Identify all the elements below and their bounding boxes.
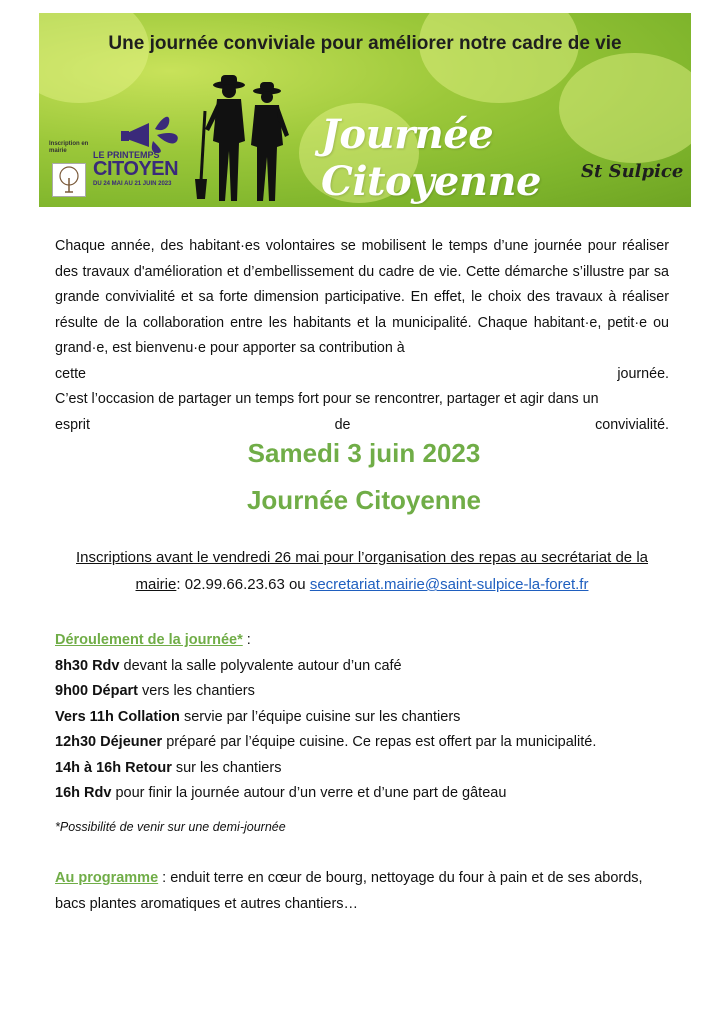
schedule-heading-suffix: : xyxy=(242,632,251,648)
intro-word: esprit xyxy=(55,416,90,433)
schedule-time: 12h30 Déjeuner xyxy=(55,734,163,750)
programme-text: : enduit terre en cœur de bourg, nettoyage du four à pain et de ses abords, bacs plantes aromatiques et autres chantiers… xyxy=(55,870,643,912)
intro-word: journée. xyxy=(617,365,669,382)
intro-paragraph-2: C’est l’occasion de partager un temps fort pour se rencontrer, partager et agir dans un xyxy=(55,391,599,407)
schedule-item xyxy=(55,705,695,731)
printemps-citoyen-logo xyxy=(49,125,199,200)
schedule-time: Vers 11h Collation xyxy=(55,708,180,725)
schedule-desc: servie par l’équipe cuisine sur les chantiers xyxy=(179,708,461,725)
decorative-leaf xyxy=(39,13,149,103)
schedule-item xyxy=(55,654,695,680)
schedule-desc: devant la salle polyvalente autour d’un café xyxy=(119,657,402,674)
schedule-item xyxy=(55,781,695,807)
logo-citoyen-text: CITOYEN xyxy=(93,158,179,180)
schedule-time: 16h Rdv xyxy=(55,785,112,801)
schedule-time: 8h30 Rdv xyxy=(55,657,120,674)
schedule-heading-line xyxy=(55,628,695,654)
half-day-note: *Possibilité de venir sur une demi-journée xyxy=(55,820,286,834)
schedule-heading: Déroulement de la journée* xyxy=(55,632,243,648)
schedule-time: 9h00 Départ xyxy=(55,683,139,699)
schedule-item xyxy=(55,679,695,705)
intro-paragraph-1-text: Chaque année, des habitant·es volontaires se mobilisent le temps d’une journée pour réaliser des travaux d'amélioration et d’embellissement du cadre de vie. Cette démarche s’illustre par sa grande convivialité et sa forte dimension participative. En effet, le choix des travaux à réaliser résulte de la collaboration entre les habitants et la municipalité. Chaque habitant·e, petit·e ou grand·e, est bienvenu·e pour apporter sa contribution à xyxy=(55,238,669,356)
programme-section xyxy=(55,866,675,917)
phone-number: 02.99.66.23.63 xyxy=(184,576,285,593)
intro-paragraph-2-end xyxy=(55,413,669,439)
email-link[interactable]: secretariat.mairie@saint-sulpice-la-foret.fr xyxy=(309,576,589,593)
inscriptions-text: Inscriptions avant le vendredi 26 mai pour l’organisation des repas au secrétariat de la mairie xyxy=(76,549,648,593)
inscription-label: Inscription en mairie xyxy=(49,141,89,154)
intro-word: cette xyxy=(55,365,86,382)
st-sulpice-title: St Sulpice xyxy=(581,161,684,182)
schedule-section xyxy=(55,628,695,807)
inscriptions-info xyxy=(52,544,672,598)
gardeners-silhouette-icon xyxy=(191,71,296,207)
intro-word: convivialité. xyxy=(595,416,669,433)
decorative-leaf xyxy=(419,13,579,103)
journee-citoyenne-title: Journée Citoyenne xyxy=(321,111,541,205)
intro-word: de xyxy=(334,416,351,433)
schedule-time: 14h à 16h Retour xyxy=(55,759,172,776)
schedule-desc: préparé par l’équipe cuisine. Ce repas est offert par la municipalité. xyxy=(162,734,597,750)
inscriptions-or: ou xyxy=(284,576,310,593)
inscriptions-colon: : xyxy=(176,576,185,593)
schedule-item xyxy=(55,756,695,782)
event-date-heading: Samedi 3 juin 2023 xyxy=(247,438,481,468)
intro-text xyxy=(55,234,669,438)
schedule-desc: pour finir la journée autour d’un verre et d’une part de gâteau xyxy=(111,785,507,801)
schedule-desc: sur les chantiers xyxy=(171,759,282,776)
logo-printemps-text: LE PRINTEMPS xyxy=(93,150,160,160)
intro-paragraph-1 xyxy=(55,234,669,362)
header-banner xyxy=(39,13,691,207)
tree-logo-icon xyxy=(52,163,86,197)
programme-heading: Au programme xyxy=(55,870,159,886)
event-name-heading: Journée Citoyenne xyxy=(246,485,482,515)
schedule-item xyxy=(55,730,695,756)
intro-paragraph-1-end xyxy=(55,362,669,388)
schedule-desc: vers les chantiers xyxy=(138,683,255,699)
logo-dates-text: DU 24 MAI AU 21 JUIN 2023 xyxy=(93,181,172,187)
banner-title: Une journée conviviale pour améliorer notre cadre de vie xyxy=(108,33,622,54)
megaphone-icon xyxy=(119,111,189,155)
